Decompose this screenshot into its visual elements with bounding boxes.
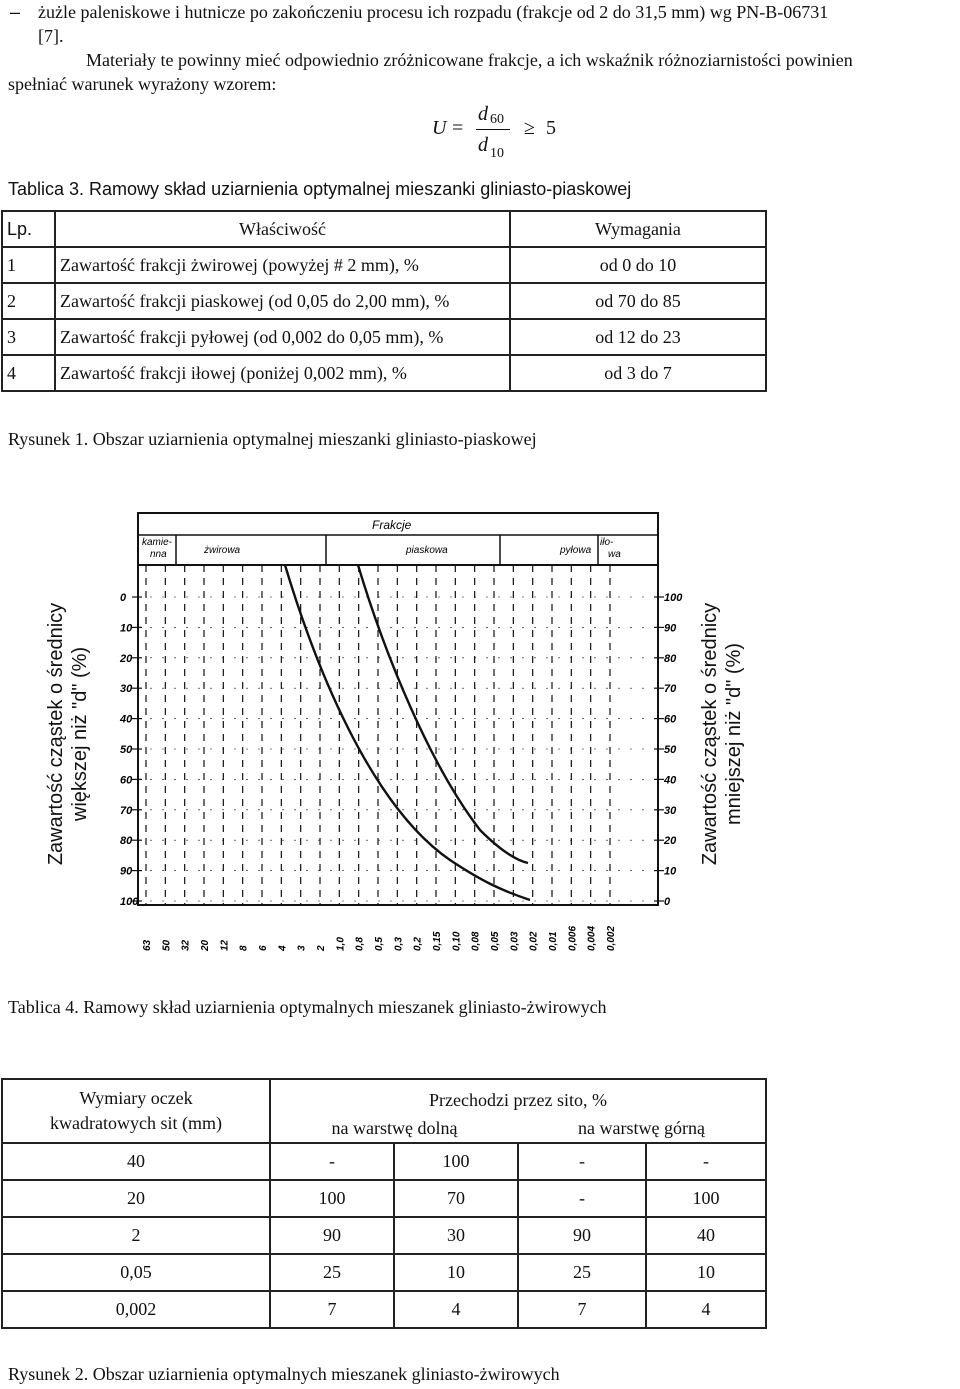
x-tick-label: 0,8 [354, 937, 366, 951]
table-row [2, 247, 766, 283]
table3-header-property: Właściwość [55, 211, 510, 247]
table-cell: Zawartość frakcji iłowej (poniżej 0,002 mm), % [55, 355, 510, 391]
table-cell: Zawartość frakcji pyłowej (od 0,002 do 0,05 mm), % [55, 319, 510, 355]
table3-header-row [2, 211, 766, 247]
left-axis-label-line-1: Zawartość cząstek o średnicy [45, 602, 67, 866]
table-cell: Zawartość frakcji piaskowej (od 0,05 do 2,00 mm), % [55, 283, 510, 319]
table-cell: - [646, 1143, 766, 1180]
figure1-grain-size-chart [100, 505, 700, 965]
table3-caption: Tablica 3. Ramowy skład uziarnienia optymalnej mieszanki gliniasto-piaskowej [8, 179, 632, 199]
x-tick-label: 0,3 [393, 937, 405, 951]
table4-header-row-1 [2, 1079, 766, 1114]
table-cell: 90 [270, 1217, 394, 1254]
x-tick-label: 0,08 [470, 931, 482, 951]
figure2-caption: Rysunek 2. Obszar uziarnienia optymalnych mieszanek gliniasto-żwirowych [8, 1364, 560, 1384]
x-tick-label: 20 [200, 939, 211, 951]
table4-header-lower-layer: na warstwę dolną [270, 1114, 518, 1143]
table-cell: 40 [646, 1217, 766, 1254]
chart-grid [132, 565, 664, 905]
table3-header-lp: Lp. [2, 211, 55, 247]
formula-equals: = [452, 117, 464, 139]
table-row [2, 1217, 766, 1254]
x-tick-label: 0,5 [374, 937, 385, 951]
table4 [1, 1078, 767, 1329]
table4-header-passes: Przechodzi przez sito, % [270, 1079, 766, 1114]
x-tick-label: 4 [277, 945, 289, 951]
table-cell: 70 [394, 1180, 518, 1217]
y-tick-label-left: 10 [120, 622, 133, 635]
x-tick-label: 0,10 [451, 931, 463, 951]
chart-curves [285, 565, 530, 900]
table-cell: od 12 do 23 [510, 319, 766, 355]
formula-numerator-sub: 60 [490, 112, 504, 127]
x-tick-label: 0,2 [412, 937, 424, 951]
formula-denominator-sub: 10 [490, 146, 504, 161]
table-cell: 10 [646, 1254, 766, 1291]
y-tick-label-right: 60 [664, 713, 677, 726]
table-cell: 25 [270, 1254, 394, 1291]
y-tick-label-right: 0 [664, 896, 671, 908]
x-tick-label: 0,02 [528, 931, 540, 951]
table-cell: od 70 do 85 [510, 283, 766, 319]
y-tick-label-left: 0 [120, 592, 127, 604]
fraction-label: żwirowa [204, 545, 241, 556]
fraction-label: piaskowa [406, 545, 448, 556]
figure1-left-axis-label [44, 584, 92, 884]
table-cell: 30 [394, 1217, 518, 1254]
x-tick-label: 12 [219, 939, 231, 951]
sieve-header-line-1: Wymiary oczek [79, 1088, 193, 1108]
table-cell: 100 [394, 1143, 518, 1180]
table3-header-requirements: Wymagania [510, 211, 766, 247]
x-tick-label: 63 [142, 939, 153, 951]
y-tick-label-left: 70 [120, 804, 133, 817]
table4-header-upper-layer: na warstwę górną [518, 1114, 766, 1143]
y-tick-label-right: 30 [664, 804, 677, 817]
table-cell: 0,002 [2, 1291, 270, 1328]
y-tick-label-right: 50 [664, 744, 677, 756]
table-cell: 2 [2, 1217, 270, 1254]
table-row [2, 1143, 766, 1180]
paragraph-line-2: spełniać warunek wyrażony wzorem: [8, 74, 277, 94]
intro-line-2: [7]. [38, 26, 64, 46]
table-cell: 100 [270, 1180, 394, 1217]
table-cell: 4 [2, 355, 55, 391]
figure1-right-axis-label [698, 584, 746, 884]
intro-line-1: żużle paleniskowe i hutnicze po zakończeniu procesu ich rozpadu (frakcje od 2 do 31,5 mm) wg PN-B-06731 [38, 2, 829, 22]
table-cell: 20 [2, 1180, 270, 1217]
x-tick-label: 2 [316, 945, 327, 951]
lower-boundary-curve [358, 565, 528, 863]
formula-numerator: d [478, 103, 488, 125]
table-row [2, 1291, 766, 1328]
table-cell: 100 [646, 1180, 766, 1217]
y-tick-label-left: 90 [120, 865, 133, 878]
table3 [1, 210, 767, 392]
x-tick-label: 1,0 [335, 937, 347, 951]
table-cell: 40 [2, 1143, 270, 1180]
table-cell: 25 [518, 1254, 646, 1291]
x-tick-label: 0,03 [509, 931, 521, 951]
y-tick-label-right: 20 [664, 835, 677, 848]
y-tick-label-left: 60 [120, 774, 133, 787]
table-cell: Zawartość frakcji żwirowej (powyżej # 2 mm), % [55, 247, 510, 283]
table-cell: 3 [2, 319, 55, 355]
fraction-label: wa [608, 549, 621, 560]
y-tick-label-left: 40 [120, 713, 133, 726]
table-cell: od 0 do 10 [510, 247, 766, 283]
formula-denominator: d [478, 134, 488, 156]
table-row [2, 319, 766, 355]
table-cell: - [270, 1143, 394, 1180]
y-tick-label-left: 100 [120, 896, 139, 908]
x-tick-label: 0,006 [567, 925, 579, 951]
table-cell: od 3 do 7 [510, 355, 766, 391]
left-axis-label-line-2: większej niż "d" (%) [69, 646, 91, 822]
y-tick-label-right: 10 [664, 865, 677, 878]
fraction-bar [476, 129, 510, 130]
y-tick-label-left: 30 [120, 683, 133, 696]
table-cell: - [518, 1143, 646, 1180]
formula-lhs: U [432, 117, 447, 139]
table-cell: 2 [2, 283, 55, 319]
table-row [2, 355, 766, 391]
y-tick-label-right: 40 [664, 774, 677, 787]
y-tick-label-right: 80 [664, 652, 677, 665]
x-tick-label: 8 [238, 945, 250, 951]
x-tick-label: 0,05 [490, 931, 501, 951]
fraction-label: kamie- [142, 537, 173, 548]
y-tick-label-left: 80 [120, 835, 133, 848]
x-tick-label: 32 [180, 939, 192, 951]
formula-rhs: 5 [546, 117, 556, 139]
table-cell: 0,05 [2, 1254, 270, 1291]
fraction-label: pyłowa [560, 545, 592, 556]
y-tick-label-left: 50 [120, 744, 133, 756]
table4-caption: Tablica 4. Ramowy skład uziarnienia optymalnych mieszanek gliniasto-żwirowych [8, 997, 607, 1017]
y-tick-label-left: 20 [120, 652, 133, 665]
table-row [2, 283, 766, 319]
x-tick-label: 0,004 [586, 925, 598, 951]
table-cell: 1 [2, 247, 55, 283]
fraction-header [138, 513, 658, 565]
fraction-label: nna [150, 549, 167, 560]
table-cell: 10 [394, 1254, 518, 1291]
right-axis-label-line-1: Zawartość cząstek o średnicy [699, 602, 721, 866]
plot-frame [138, 565, 658, 905]
table-cell: 7 [270, 1291, 394, 1328]
table-row [2, 1180, 766, 1217]
x-tick-label: 0,01 [548, 931, 559, 951]
x-tick-label: 6 [258, 945, 269, 951]
x-tick-label: 3 [296, 945, 308, 951]
header-title: Frakcje [372, 518, 412, 532]
x-tick-label: 0,15 [432, 931, 443, 951]
x-tick-label: 0,002 [606, 925, 617, 951]
table-cell: 90 [518, 1217, 646, 1254]
sieve-header-line-2: kwadratowych sit (mm) [50, 1113, 222, 1133]
upper-boundary-curve [285, 565, 530, 900]
formula-relation: ≥ [524, 117, 535, 139]
table-cell: 7 [518, 1291, 646, 1328]
figure1-caption: Rysunek 1. Obszar uziarnienia optymalnej mieszanki gliniasto-piaskowej [8, 429, 537, 449]
paragraph-line-1: Materiały te powinny mieć odpowiednio zróżnicowane frakcje, a ich wskaźnik różnoziarnistości powinien [86, 50, 853, 70]
table-cell: - [518, 1180, 646, 1217]
table4-header-sieve [2, 1079, 270, 1143]
x-tick-label: 50 [161, 939, 173, 951]
y-tick-label-right: 70 [664, 683, 677, 696]
table-cell: 4 [646, 1291, 766, 1328]
table-cell: 4 [394, 1291, 518, 1328]
bullet-dash: – [10, 2, 21, 22]
right-axis-label-line-2: mniejszej niż "d" (%) [723, 642, 745, 826]
table-row [2, 1254, 766, 1291]
y-tick-label-right: 90 [664, 622, 677, 635]
fraction-label: iło- [600, 537, 614, 548]
y-tick-label-right: 100 [664, 592, 683, 604]
